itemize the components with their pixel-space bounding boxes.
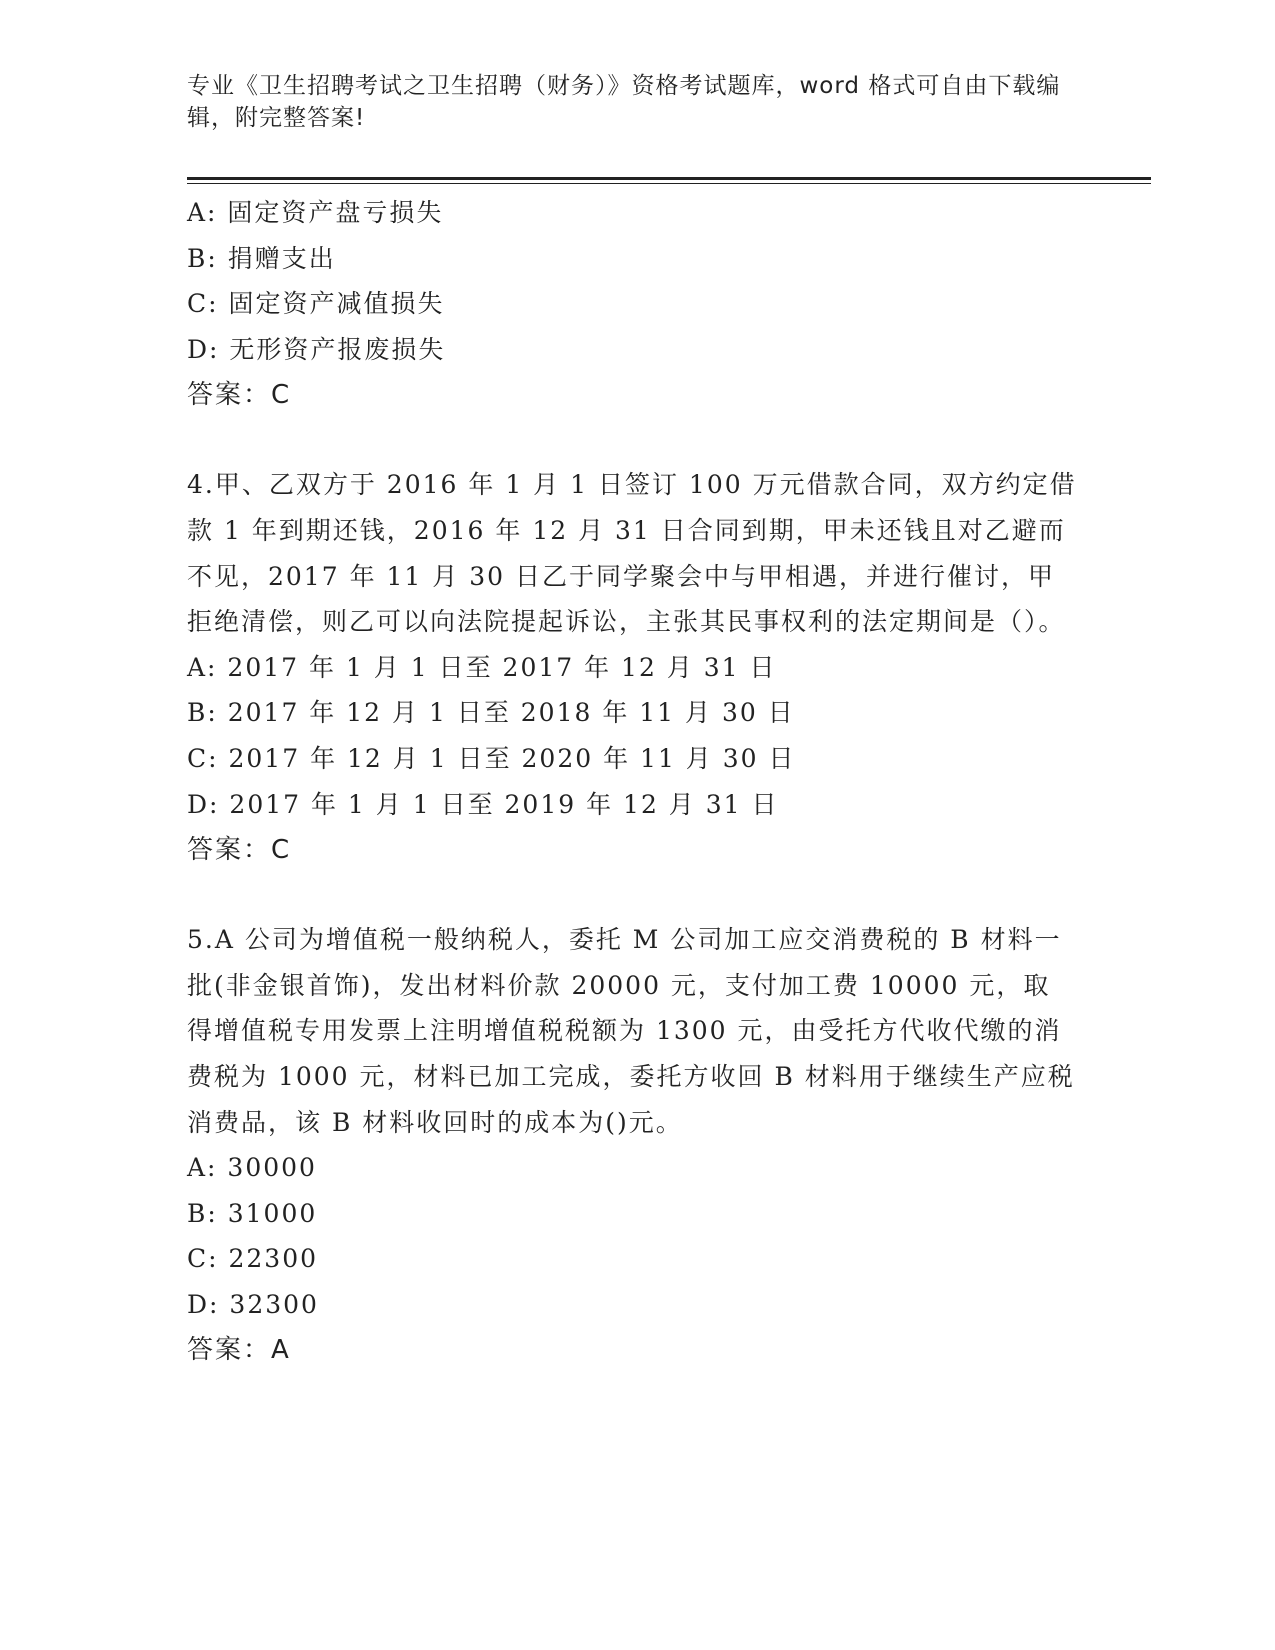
- q4-answer: 答案：C: [187, 835, 292, 866]
- question-3-block: [187, 190, 1077, 418]
- q5-answer: 答案：A: [187, 1335, 291, 1366]
- q4-option-c: C: 2017 年 12 月 1 日至 2020 年 11 月 30 日: [187, 743, 796, 773]
- q5-option-a: A: 30000: [187, 1153, 317, 1183]
- question-4-block: [187, 462, 1077, 873]
- q3-option-d: D: 无形资产报废损失: [187, 334, 446, 364]
- header-divider-thin: [187, 183, 1151, 184]
- q5-stem: 5.A 公司为增值税一般纳税人，委托 M 公司加工应交消费税的 B 材料一批(非金银首饰)，发出材料价款 20000 元，支付加工费 10000 元，取得增值税专用发票上注明增值税税额为 1300 元，由受托方代收代缴的消费税为 1000 元，材料已加工完成，委托方收回 B 材料用于继续生产应税消费品，该 B 材料收回时的成本为()元。: [187, 925, 1075, 1137]
- q4-option-d: D: 2017 年 1 月 1 日至 2019 年 12 月 31 日: [187, 789, 779, 819]
- document-body: [187, 190, 1077, 1373]
- q4-stem: 4.甲、乙双方于 2016 年 1 月 1 日签订 100 万元借款合同，双方约定借款 1 年到期还钱，2016 年 12 月 31 日合同到期，甲未还钱且对乙避而不见，2017 年 11 月 30 日乙于同学聚会中与甲相遇，并进行催讨，甲拒绝清偿，则乙可以向法院提起诉讼，主张其民事权利的法定期间是（）。: [187, 470, 1077, 637]
- q5-option-c: C: 22300: [187, 1244, 319, 1274]
- document-header: 专业《卫生招聘考试之卫生招聘（财务）》资格考试题库，word 格式可自由下载编辑，附完整答案!: [187, 73, 1061, 131]
- header-divider-thick: [187, 177, 1151, 180]
- q3-answer: 答案：C: [187, 380, 292, 411]
- q3-option-b: B: 捐赠支出: [187, 243, 336, 273]
- q4-option-a: A: 2017 年 1 月 1 日至 2017 年 12 月 31 日: [187, 652, 777, 682]
- q3-option-c: C: 固定资产减值损失: [187, 289, 445, 319]
- q3-option-a: A: 固定资产盘亏损失: [187, 198, 444, 227]
- question-5-block: [187, 917, 1077, 1373]
- q5-option-b: B: 31000: [187, 1198, 318, 1228]
- q4-option-b: B: 2017 年 12 月 1 日至 2018 年 11 月 30 日: [187, 698, 795, 728]
- spacer: [187, 873, 1077, 917]
- spacer: [187, 418, 1077, 462]
- q5-option-d: D: 32300: [187, 1289, 319, 1319]
